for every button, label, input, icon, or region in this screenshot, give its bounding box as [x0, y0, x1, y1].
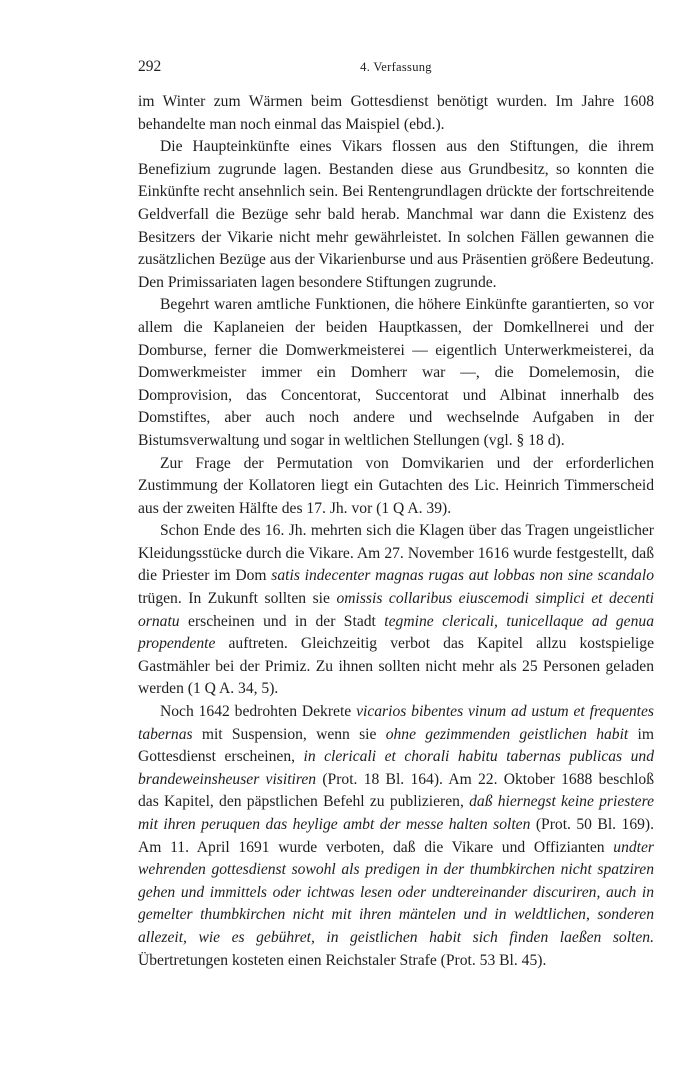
text-run: Die Haupteinkünfte eines Vikars flossen aus den Stiftungen, die ihrem Benefizium zugrunde lagen. Bestanden diese aus Grundbesitz, so konnten die Einkünfte recht ansehnlich sein. Bei Rentengrundlagen drückte der fortschreitende Geldverfall die Bezüge sehr bald herab. Manchmal war dann die Existenz des Besitzers der Vikarie nicht mehr gewährleistet. In solchen Fällen gewannen die zusätzlichen Bezüge aus der Vikarienburse und aus Präsentien größere Bedeutung. Den Primissariaten lagen besondere Stiftungen zugrunde.	[138, 138, 654, 291]
text-run: Übertretungen kosteten einen Reichstaler Strafe (Prot. 53 Bl. 45).	[138, 951, 547, 969]
italic-quotation: undter wehrenden gottesdienst sowohl als predigen in der thumbkirchen nicht spatziren gehen und immittels oder ichtwas lesen oder undtereinander discuriren, auch in gemelter thumbkirchen nicht mit ihren mäntelen und in weldtlichen, sonderen allezeit, wie es gebühret, in geistlichen habit sich finden laeßen solten.	[138, 838, 654, 946]
italic-quotation: tegmine clericali, tunicellaque ad genua propendente	[138, 612, 654, 653]
paragraph	[138, 294, 654, 452]
italic-quotation: omissis collaribus eiuscemodi simplici et decenti ornatu	[138, 590, 655, 630]
text-run: auftreten. Gleichzeitig verbot das Kapitel allzu kostspielige Gastmähler bei der Primiz. Zu ihnen sollten nicht mehr als 25 Personen geladen werden (1 Q A. 34, 5).	[138, 635, 654, 698]
text-run: Begehrt waren amtliche Funktionen, die höhere Einkünfte garantierten, so vor allem die Kaplaneien der beiden Hauptkassen, der Domkellnerei und der Domburse, ferner die Domwerkmeisterei — eigentlich Unterwerkmeisterei, da Domwerkmeister immer ein Domherr war —, die Domelemosin, die Domprovision, das Concentorat, Succentorat und Albinat innerhalb des Domstiftes, aber auch noch andere und wechselnde Aufgaben in der Bistumsverwaltung und sogar in weltlichen Stellungen (vgl. § 18 d).	[138, 296, 654, 449]
text-run: trügen. In Zukunft sollten sie	[138, 590, 337, 608]
text-run: Noch 1642 bedrohten Dekrete	[160, 703, 357, 721]
text-run: Schon Ende des 16. Jh. mehrten sich die Klagen über das Tragen ungeistlicher Kleidungsstücke durch die Vikare. Am 27. November 1616 wurde festgestellt, daß die Priester im Dom	[138, 522, 654, 585]
text-run: im Winter zum Wärmen beim Gottesdienst benötigt wurden. Im Jahre 1608 behandelte man noch einmal das Maispiel (ebd.).	[138, 93, 654, 133]
paragraph	[138, 91, 654, 136]
text-run: (Prot. 18 Bl. 164). Am 22. Oktober 1688 beschloß das Kapitel, den päpstlichen Befehl zu publizieren,	[138, 770, 655, 811]
text-run: Zur Frage der Permutation von Domvikarien und der erforderlichen Zustimmung der Kollatoren liegt ein Gutachten des Lic. Heinrich Timmerscheid aus der zweiten Hälfte des 17. Jh. vor (1 Q A. 39).	[138, 454, 654, 517]
paragraph	[138, 520, 654, 701]
italic-quotation: vicarios bibentes vinum ad ustum et frequentes tabernas	[138, 703, 654, 743]
text-run: erscheinen und in der Stadt	[179, 612, 385, 630]
italic-quotation: daß hiernegst keine priestere mit ihren peruquen das heylige ambt der messe halten solten	[138, 793, 654, 833]
text-run: (Prot. 50 Bl. 169). Am 11. April 1691 wurde verboten, daß die Vikare und Offizianten	[138, 816, 655, 856]
italic-quotation: ohne gezimmenden geistlichen habit	[385, 725, 629, 743]
page-number: 292	[138, 58, 162, 75]
italic-quotation: in clericali et chorali habitu tabernas publicas und brandeweinsheuser visitiren	[138, 748, 654, 788]
paragraph	[138, 136, 654, 294]
text-run: im Gottesdienst erscheinen,	[138, 725, 654, 766]
paragraph	[138, 701, 654, 972]
page-header	[138, 58, 654, 82]
body-text	[138, 91, 654, 972]
text-run: mit Suspension, wenn sie	[192, 725, 386, 743]
italic-quotation: satis indecenter magnas rugas aut lobbas non sine scandalo	[271, 567, 654, 585]
paragraph	[138, 453, 654, 521]
running-head: 4. Verfassung	[360, 60, 432, 74]
